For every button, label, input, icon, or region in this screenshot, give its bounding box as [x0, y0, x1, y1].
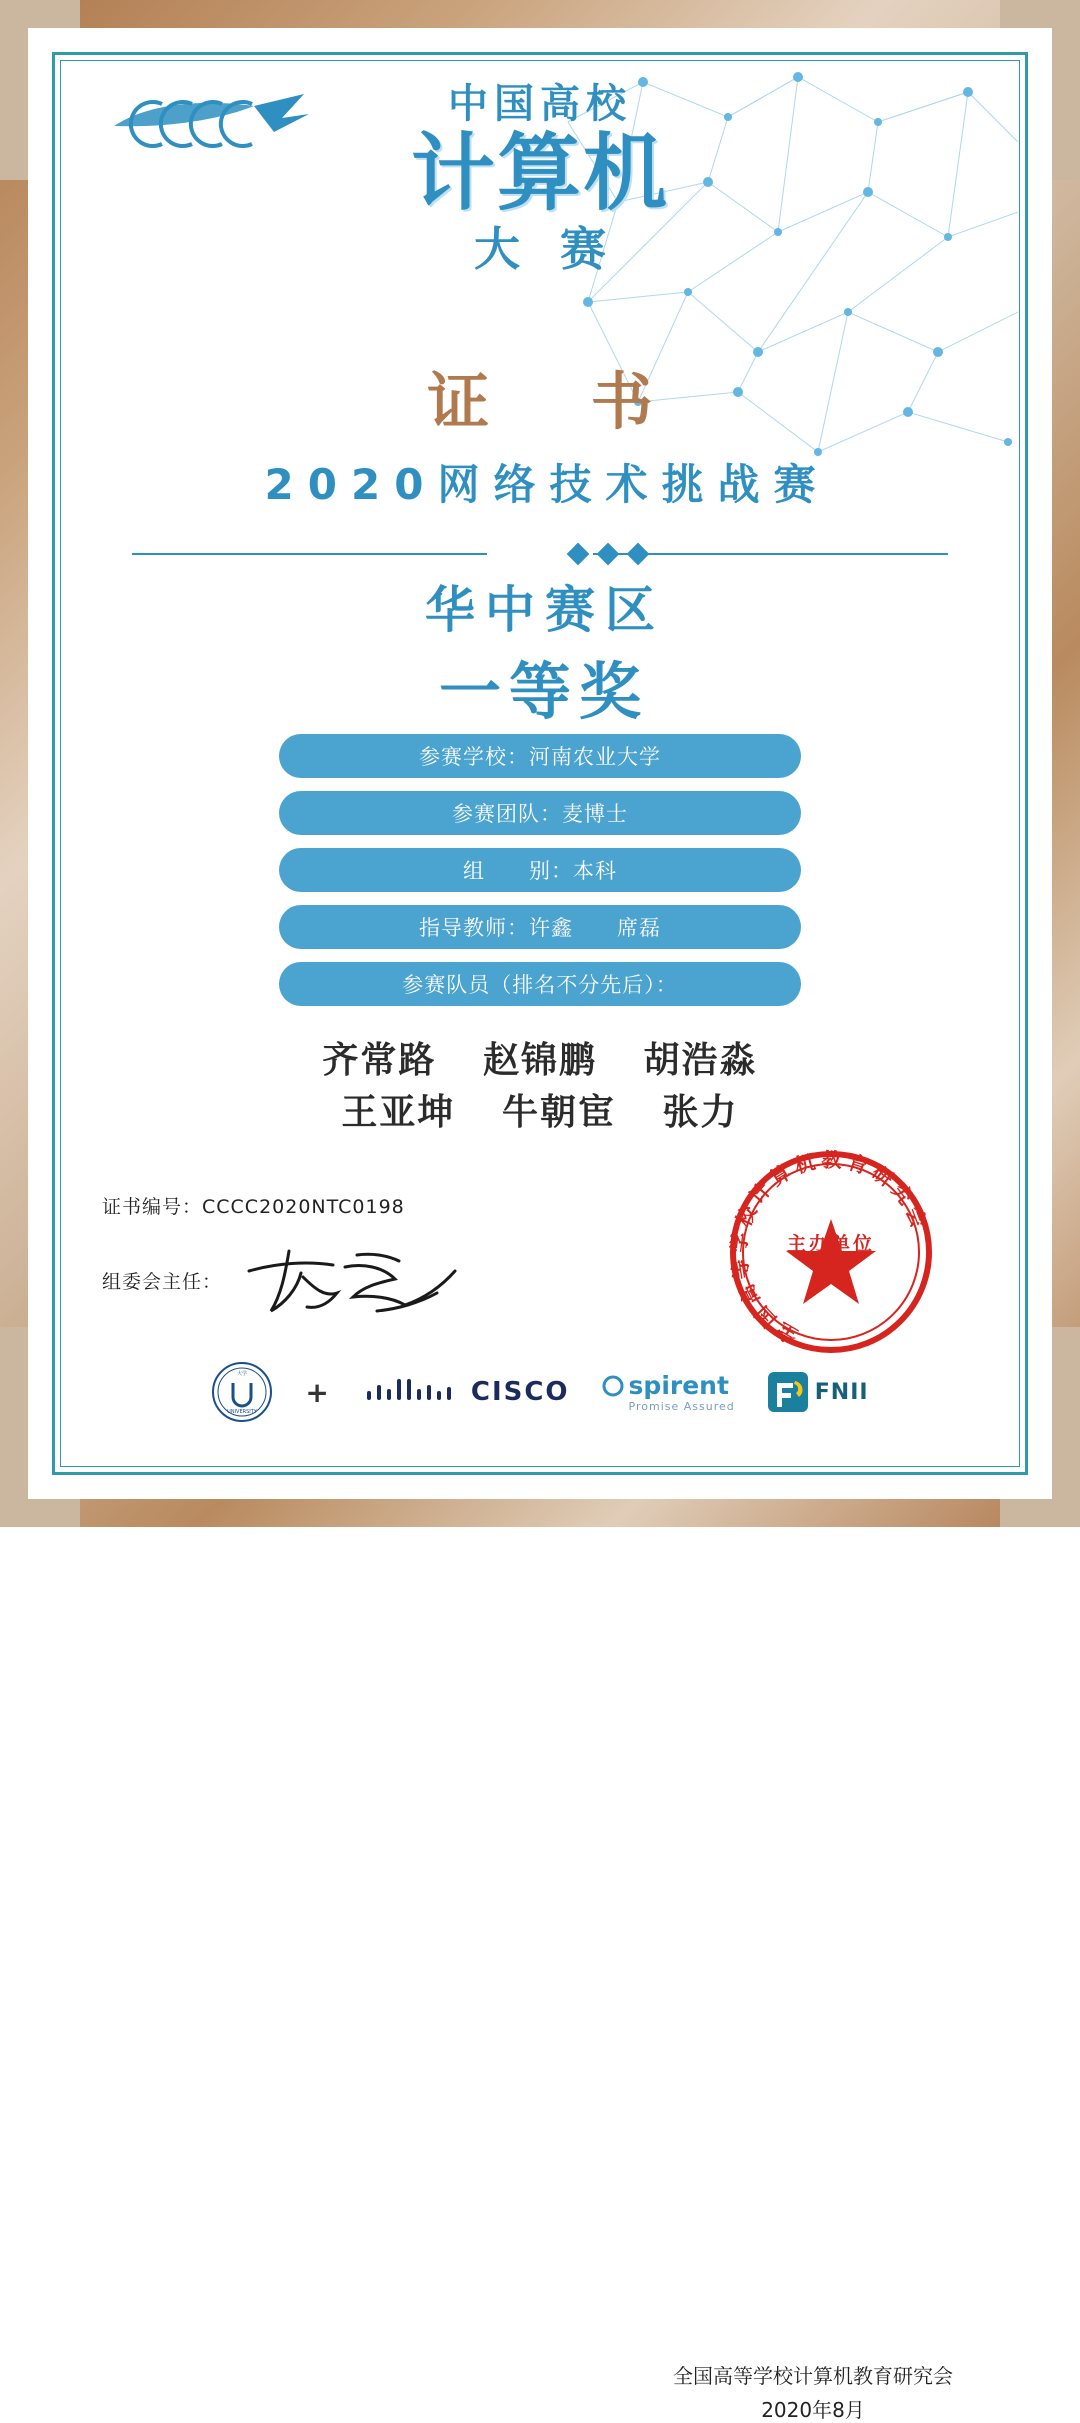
spirent-label: spirent — [628, 1371, 729, 1400]
info-bar-members-label: 参赛队员（排名不分先后）： — [279, 962, 801, 1006]
spirent-mark-icon — [602, 1375, 624, 1397]
organizer-name: 全国高等学校计算机教育研究会 — [673, 2364, 953, 2388]
cisco-bars-icon — [361, 1377, 471, 1407]
official-seal-icon — [726, 1147, 936, 1357]
page-title: 证 书 — [427, 365, 693, 438]
spirent-tagline: Promise Assured — [628, 1400, 735, 1413]
svg-text:全国高等学校计算机教育研究会: 全国高等学校计算机教育研究会 — [726, 1147, 933, 1349]
info-bar-advisor: 指导教师：许鑫 席磊 — [279, 905, 801, 949]
member-name: 牛朝宦 — [501, 1092, 616, 1134]
member-row — [62, 1087, 1018, 1139]
title-line-3-left: 大 — [474, 222, 560, 276]
member-row — [62, 1035, 1018, 1087]
title-line-3-right: 赛 — [560, 222, 646, 276]
title-line-3 — [62, 213, 1018, 279]
info-bar-group: 组 别：本科 — [279, 848, 801, 892]
cisco-label: CISCO — [470, 1377, 570, 1407]
signature-handwriting — [237, 1237, 467, 1327]
issue-date: 2020年8月 — [761, 2398, 865, 2422]
certificate-number: 证书编号：CCCC2020NTC0198 — [102, 1196, 405, 1218]
info-bar-school: 参赛学校：河南农业大学 — [279, 734, 801, 778]
svg-text:UNIVERSITY: UNIVERSITY — [227, 1409, 258, 1415]
divider — [132, 542, 948, 566]
award-level: 一等奖 — [438, 655, 649, 728]
svg-text:主办单位: 主办单位 — [786, 1233, 876, 1255]
competition-subtitle: 2020网络技术挑战赛 — [264, 460, 830, 509]
chairman-label: 组委会主任： — [102, 1271, 223, 1293]
member-name: 赵锦鹏 — [482, 1040, 597, 1081]
member-name: 胡浩淼 — [643, 1040, 758, 1081]
cisco-logo — [361, 1377, 570, 1407]
competition-title-graphic — [62, 72, 1018, 279]
member-name: 张力 — [662, 1092, 739, 1134]
region-name: 华中赛区 — [425, 581, 665, 639]
certificate-body — [62, 62, 1018, 2422]
sponsor-logos — [62, 1347, 1018, 1437]
member-list — [62, 1035, 1018, 1139]
fnii-logo — [767, 1371, 869, 1413]
fnii-label: FNII — [814, 1379, 869, 1405]
title-line-1: 中国高校 — [448, 81, 632, 127]
plus-sign: + — [305, 1375, 329, 1409]
member-name: 齐常路 — [322, 1040, 437, 1081]
svg-text:大学: 大学 — [237, 1371, 248, 1377]
member-name: 王亚坤 — [341, 1092, 456, 1134]
info-bar-team: 参赛团队：麦博士 — [279, 791, 801, 835]
university-logo-icon — [211, 1361, 273, 1423]
info-bars — [62, 734, 1018, 1019]
title-line-2: 计算机 — [410, 124, 669, 222]
fnii-mark-icon — [767, 1371, 809, 1413]
spirent-logo — [602, 1371, 735, 1413]
